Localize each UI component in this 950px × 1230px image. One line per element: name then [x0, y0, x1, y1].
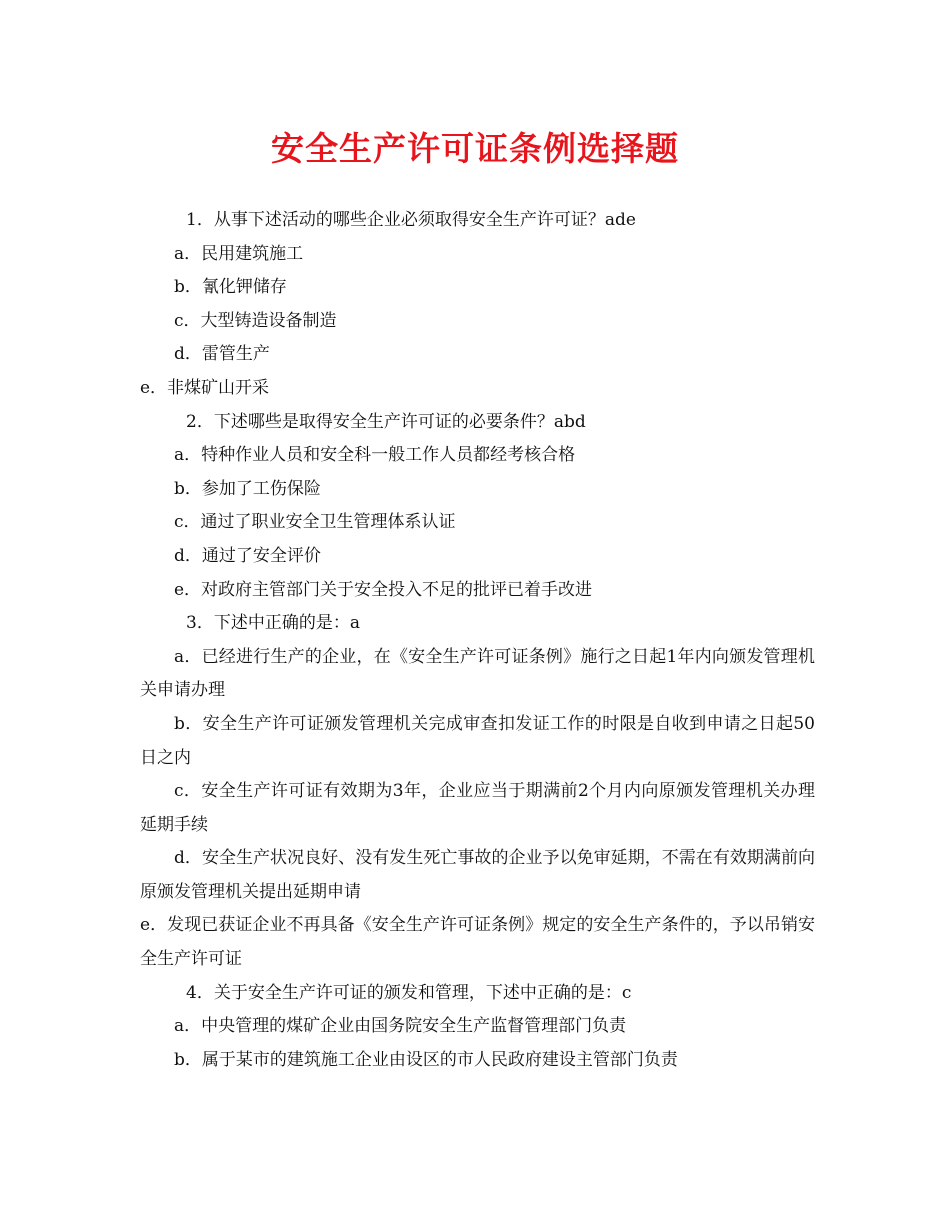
question-line: 3．下述中正确的是：a [186, 613, 360, 634]
option-line: a．中央管理的煤矿企业由国务院安全生产监督管理部门负责 [174, 1016, 627, 1037]
option-line: e．对政府主管部门关于安全投入不足的批评已着手改进 [174, 579, 593, 600]
option-paragraph: b．安全生产许可证颁发管理机关完成审查扣发证工作的时限是自收到申请之日起50日之内 [140, 713, 815, 768]
document-body [140, 204, 815, 1077]
option-line: b．参加了工伤保险 [174, 478, 321, 499]
option-paragraph: e．发现已获证企业不再具备《安全生产许可证条例》规定的安全生产条件的，予以吊销安全生产许可证 [140, 915, 815, 970]
option-paragraph: d．安全生产状况良好、没有发生死亡事故的企业予以免审延期，不需在有效期满前向原颁发管理机关提出延期申请 [140, 848, 815, 902]
option-line: b．氰化钾储存 [174, 277, 287, 298]
question-line: 2．下述哪些是取得安全生产许可证的必要条件？abd [186, 411, 586, 432]
option-line: d．通过了安全评价 [174, 545, 321, 566]
option-line: a．特种作业人员和安全科一般工作人员都经考核合格 [174, 445, 576, 466]
question-line: 1．从事下述活动的哪些企业必须取得安全生产许可证？ade [186, 210, 636, 230]
option-paragraph: a．已经进行生产的企业，在《安全生产许可证条例》施行之日起1年内向颁发管理机关申请办理 [140, 646, 815, 701]
option-line: c．大型铸造设备制造 [174, 310, 337, 331]
document-title: 安全生产许可证条例选择题 [271, 129, 679, 168]
option-line: a．民用建筑施工 [174, 243, 304, 264]
option-line: c．通过了职业安全卫生管理体系认证 [174, 512, 456, 533]
question-line: 4．关于安全生产许可证的颁发和管理，下述中正确的是：c [186, 982, 632, 1003]
option-paragraph: c．安全生产许可证有效期为3年，企业应当于期满前2个月内向原颁发管理机关办理延期手续 [140, 781, 815, 835]
option-line: e．非煤矿山开采 [140, 377, 270, 398]
option-line: b．属于某市的建筑施工企业由设区的市人民政府建设主管部门负责 [174, 1049, 678, 1070]
option-line: d．雷管生产 [174, 344, 270, 365]
